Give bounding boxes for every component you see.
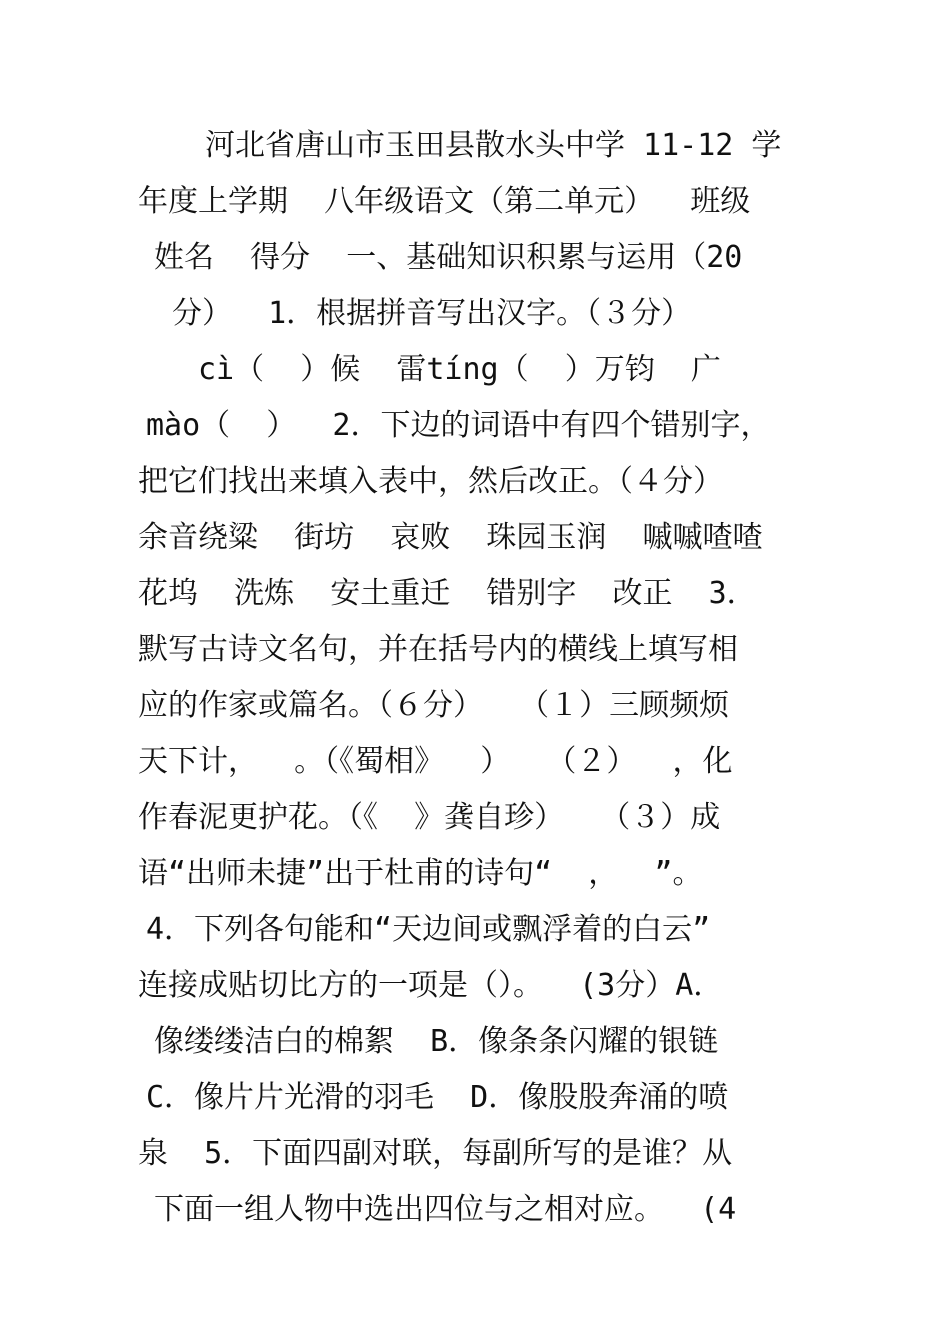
text-line: 像缕缕洁白的棉絮 B．像条条闪耀的银链 xyxy=(154,1024,719,1059)
text-line: C．像片片光滑的羽毛 D．像股股奔涌的喷 xyxy=(146,1080,729,1115)
text-line: 默写古诗文名句，并在括号内的横线上填写相 xyxy=(138,632,738,667)
text-line: 应的作家或篇名。（６分） （１）三顾频烦 xyxy=(138,688,730,723)
text-line: 把它们找出来填入表中，然后改正。（４分） xyxy=(138,464,723,499)
text-line: 4．下列各句能和“天边间或飘浮着的白云” xyxy=(146,912,711,947)
text-line: mào（ ） 2．下边的词语中有四个错别字， xyxy=(146,408,771,443)
text-line: 连接成贴切比方的一项是（）。 (3分）A． xyxy=(138,968,724,1003)
text-line: 花坞 洗炼 安土重迁 错别字 改正 3． xyxy=(138,576,757,611)
text-line: cì（ ）候 雷tíng（ ）万钧 广 xyxy=(198,352,721,387)
text-line: 河北省唐山市玉田县散水头中学 11-12 学 xyxy=(205,128,782,163)
text-line: 姓名 得分 一、基础知识积累与运用（20 xyxy=(154,240,743,275)
text-line: 语“出师未捷”出于杜甫的诗句“ ， ”。 xyxy=(138,856,703,891)
text-line: 年度上学期 八年级语文（第二单元） 班级 xyxy=(138,184,751,219)
text-line: 余音绕粱 街坊 哀败 珠园玉润 嘁嘁喳喳 xyxy=(138,520,763,555)
text-line: 天下计， 。（《蜀相》 ） （２） ，化 xyxy=(138,744,733,779)
text-line: 作春泥更护花。（《 》龚自珍） （３）成 xyxy=(138,800,721,835)
text-line: 分） 1．根据拼音写出汉字。（３分） xyxy=(172,296,692,331)
text-line: 泉 5．下面四副对联，每副所写的是谁？从 xyxy=(138,1136,733,1171)
text-line: 下面一组人物中选出四位与之相对应。 (4 xyxy=(154,1192,737,1227)
